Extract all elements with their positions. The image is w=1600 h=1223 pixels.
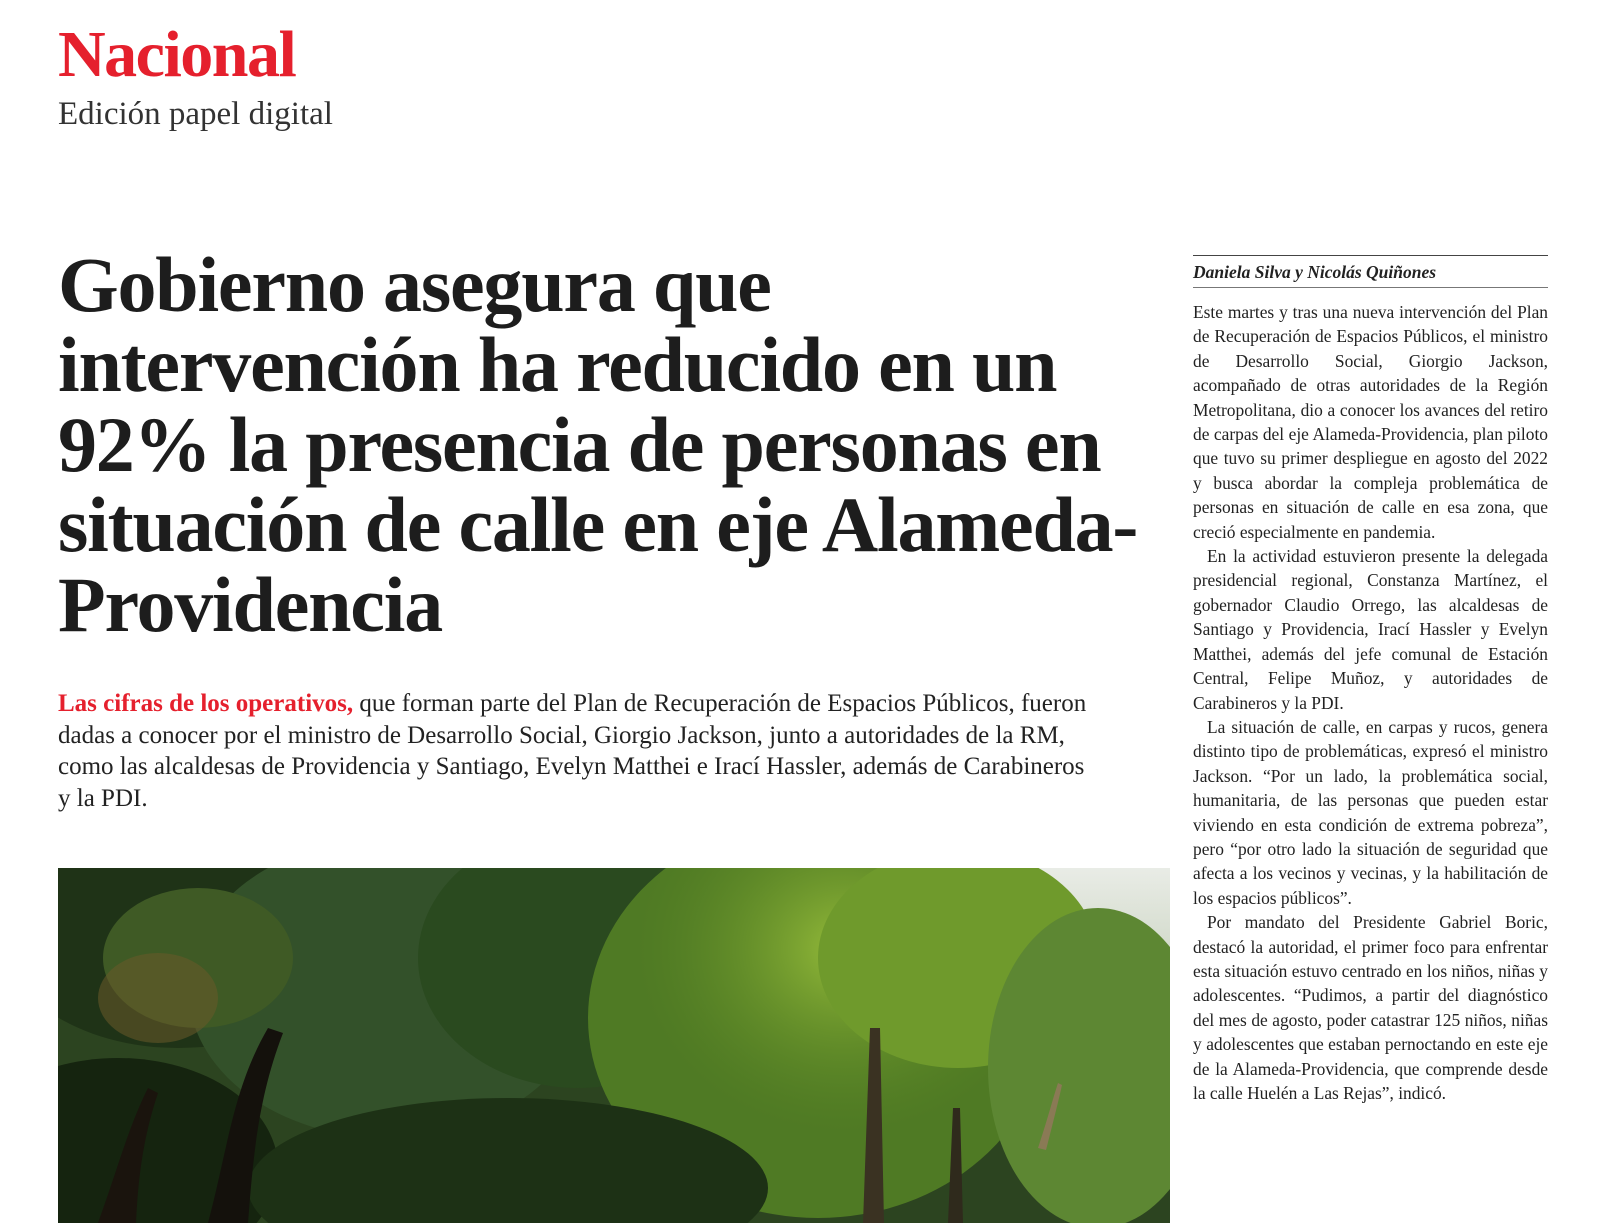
tree-canopy-illustration bbox=[58, 868, 1170, 1223]
body-paragraph: La situación de calle, en carpas y rucos, genera distinto tipo de problemáticas, expresó el ministro Jackson. “Por un lado, la problemática social, humanitaria, de las personas que pueden estar viviendo en esta condición de extrema pobreza”, pero “por otro lado la situación de seguridad que afecta a los vecinos y vecinas, y la habilitación de los espacios públicos”. bbox=[1193, 716, 1548, 908]
article-column bbox=[1193, 255, 1548, 1105]
edition-label: Edición papel digital bbox=[58, 96, 333, 132]
body-paragraph: Este martes y tras una nueva intervención del Plan de Recuperación de Espacios Públicos, el ministro de Desarrollo Social, Giorgio Jackson, acompañado de otras autoridades de la Región Metropolitana, dio a conocer los avances del retiro de carpas del eje Alameda-Providencia, plan piloto que tuvo su primer despliegue en agosto del 2022 y busca abordar la compleja problemática de personas en situación de calle en esa zona, que creció especialmente en pandemia. bbox=[1193, 302, 1548, 542]
article-photo bbox=[58, 868, 1170, 1223]
lead-highlight: Las cifras de los operativos, bbox=[58, 690, 354, 717]
byline: Daniela Silva y Nicolás Quiñones bbox=[1193, 255, 1548, 288]
lead-text: que forman parte del Plan de Recuperación de Espacios Públicos, fueron dadas a conocer por el ministro de Desarrollo Social, Giorgio Jackson, junto a autoridades de la RM, como las alcaldesas de Providencia y Santiago, Evelyn Matthei e Irací Hassler, además de Carabineros y la PDI. bbox=[58, 690, 1087, 812]
article-headline: Gobierno asegura que intervención ha reducido en un 92% la presencia de personas en situación de calle en eje Alameda-Providencia bbox=[58, 241, 1138, 648]
body-paragraph: Por mandato del Presidente Gabriel Boric, destacó la autoridad, el primer foco para enfrentar esta situación estuvo centrado en los niños, niñas y adolescentes. “Pudimos, a partir del diagnóstico del mes de agosto, poder catastrar 125 niños, niñas y adolescentes que estaban pernoctando en este eje de la Alameda-Providencia, que comprende desde la calle Huelén a Las Rejas”, indicó. bbox=[1193, 912, 1548, 1103]
article-lead bbox=[58, 688, 1093, 814]
body-paragraph: En la actividad estuvieron presente la delegada presidencial regional, Constanza Martínez, el gobernador Claudio Orrego, las alcaldesas de Santiago y Providencia, Irací Hassler y Evelyn Matthei, además del jefe comunal de Estación Central, Felipe Muñoz, y autoridades de Carabineros y la PDI. bbox=[1193, 546, 1548, 713]
section-title: Nacional bbox=[58, 18, 296, 91]
